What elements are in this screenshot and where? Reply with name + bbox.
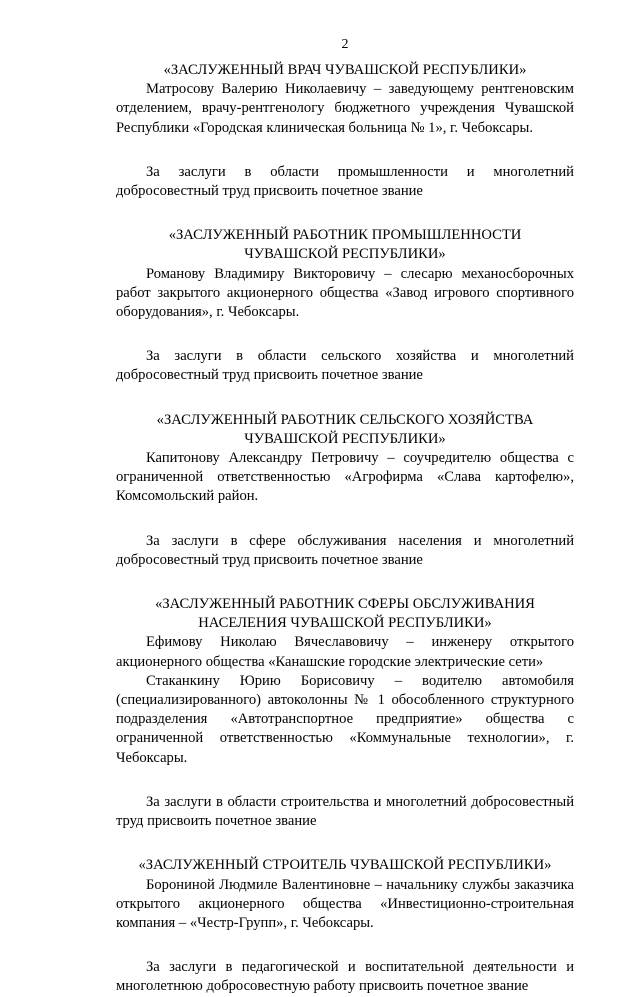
award-title-line-1: «ЗАСЛУЖЕННЫЙ РАБОТНИК ПРОМЫШЛЕННОСТИ xyxy=(168,227,522,244)
award-section-agriculture xyxy=(116,347,574,506)
recipient-paragraph: Романову Владимиру Викторовичу – слесарю механосборочных работ закрытого акционерного общества «Завод игрового спортивного оборудования», г. Чебоксары. xyxy=(116,265,574,321)
recipient-paragraph: Борониной Людмиле Валентиновне – начальнику службы заказчика открытого акционерного общества «Инвестиционно-строительная компания – «Честр-Групп», г. Чебоксары. xyxy=(116,876,574,931)
recipient-paragraph: Капитонову Александру Петровичу – соучредителю общества с ограниченной ответственностью «Агрофирма «Слава картофелю», Комсомольский район. xyxy=(116,450,574,505)
recipient-paragraph: Матросову Валерию Николаевичу – заведующему рентгеновским отделением, врачу-рентгенологу бюджетного учреждения Чувашской Республики «Городская клиническая больница № 1», г. Чебоксары. xyxy=(116,81,574,136)
award-title-line-2: ЧУВАШСКОЙ РЕСПУБЛИКИ» xyxy=(244,246,446,263)
award-title-line-2: НАСЕЛЕНИЯ ЧУВАШСКОЙ РЕСПУБЛИКИ» xyxy=(198,615,492,632)
award-section-doctor xyxy=(116,61,574,138)
award-intro: За заслуги в области промышленности и многолетний добросовестный труд присвоить почетное звание xyxy=(116,163,574,200)
award-intro: За заслуги в сфере обслуживания населения и многолетний добросовестный труд присвоить почетное звание xyxy=(116,532,574,568)
award-intro: За заслуги в области строительства и многолетний добросовестный труд присвоить почетное звание xyxy=(116,793,574,830)
award-intro: За заслуги в области сельского хозяйства и многолетний добросовестный труд присвоить почетное звание xyxy=(116,348,574,384)
award-intro-pedagogy: За заслуги в педагогической и воспитательной деятельности и многолетнюю добросовестную работу присвоить почетное звание xyxy=(116,959,574,995)
award-section-services xyxy=(116,532,574,768)
award-title-line-2: ЧУВАШСКОЙ РЕСПУБЛИКИ» xyxy=(244,430,446,447)
page-number: 2 xyxy=(341,37,349,52)
award-title-line-1: «ЗАСЛУЖЕННЫЙ РАБОТНИК СФЕРЫ ОБСЛУЖИВАНИЯ xyxy=(155,596,535,613)
award-section-construction xyxy=(116,793,574,933)
recipient-paragraph: Ефимову Николаю Вячеславовичу – инженеру открытого акционерного общества «Канашские городские электрические сети» xyxy=(116,634,574,670)
recipient-paragraph: Стаканкину Юрию Борисовичу – водителю автомобиля (специализированного) автоколонны № 1 обособленного структурного подразделения «Автотранспортное предприятие» общества с ограниченной ответственностью «Коммунальные технологии», г. Чебоксары. xyxy=(116,672,574,766)
award-title: «ЗАСЛУЖЕННЫЙ ВРАЧ ЧУВАШСКОЙ РЕСПУБЛИКИ» xyxy=(163,62,527,78)
award-title-line-1: «ЗАСЛУЖЕННЫЙ РАБОТНИК СЕЛЬСКОГО ХОЗЯЙСТВА xyxy=(156,411,534,428)
award-section-industry xyxy=(116,163,574,322)
award-title: «ЗАСЛУЖЕННЫЙ СТРОИТЕЛЬ ЧУВАШСКОЙ РЕСПУБЛИКИ» xyxy=(138,857,552,874)
